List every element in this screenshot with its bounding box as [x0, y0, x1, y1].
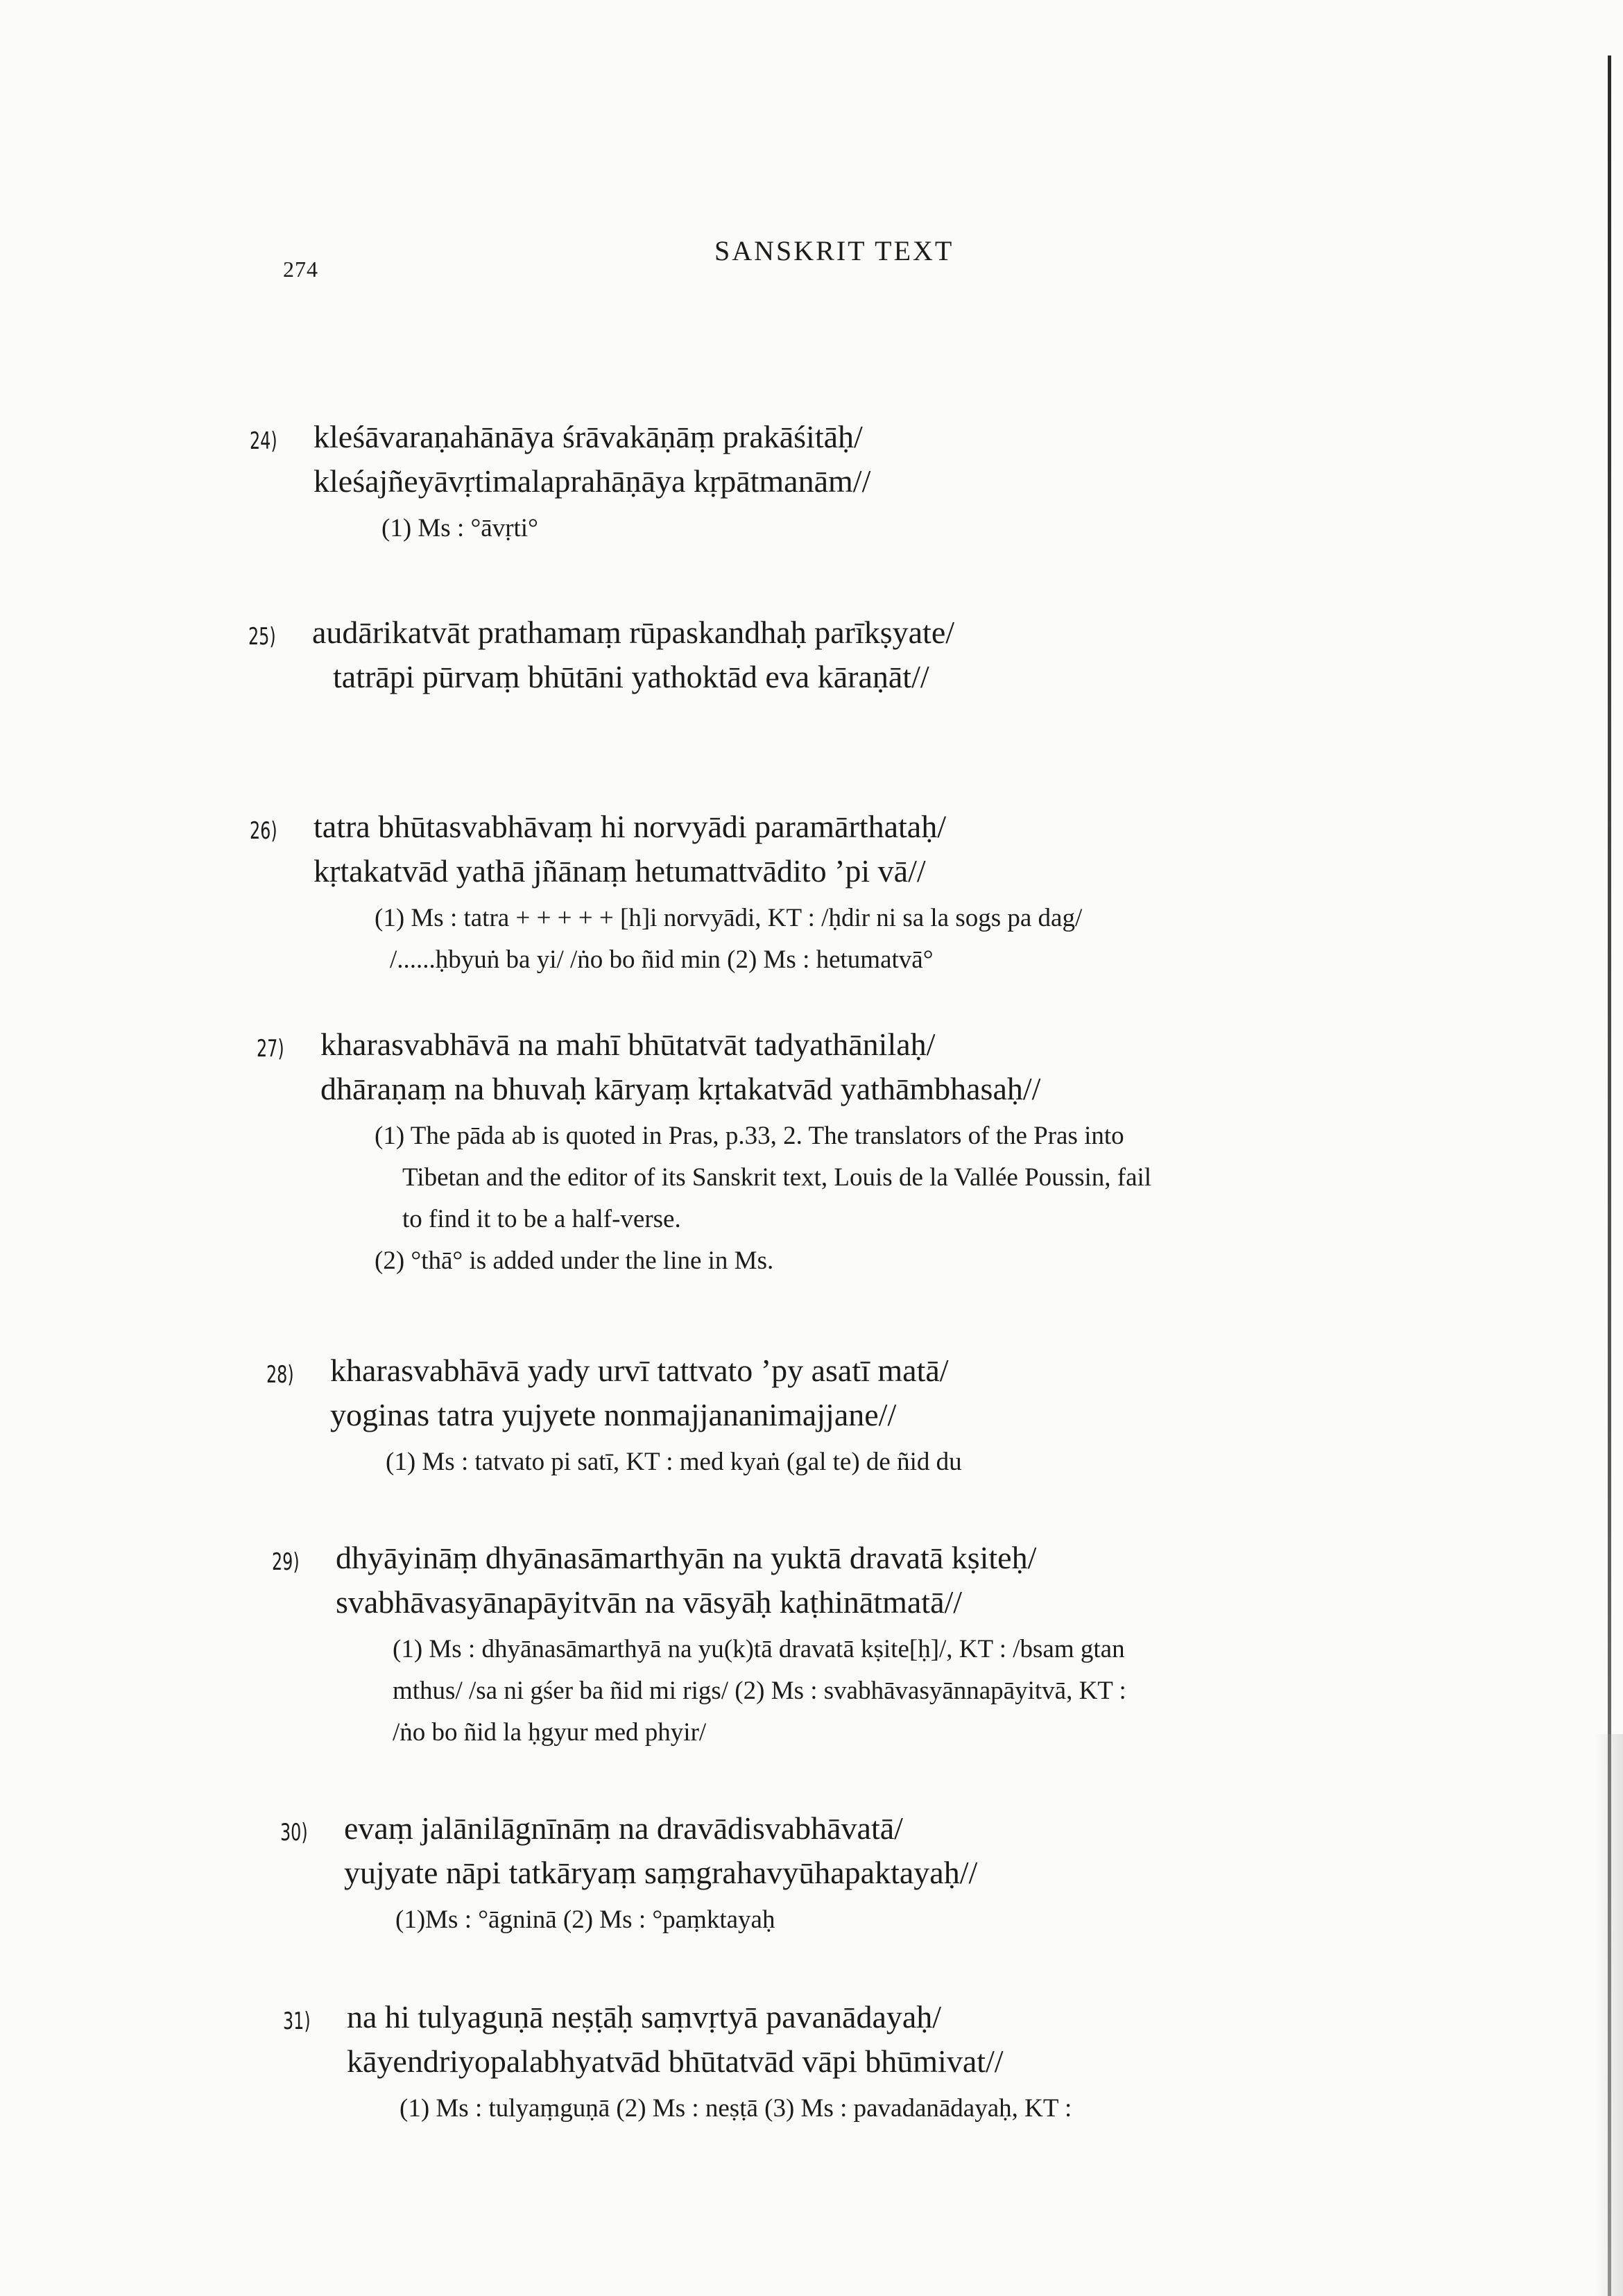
verse-text	[272, 1536, 1126, 1625]
footnote-line: (1) The pāda ab is quoted in Pras, p.33, 2. The translators of the Pras into	[375, 1122, 1124, 1150]
verse-number: 25)	[248, 623, 276, 651]
verse-text	[248, 610, 955, 699]
verse-entry-28	[266, 1348, 962, 1483]
verse-number: 29)	[272, 1548, 300, 1576]
verse-line-2: kleśajñeyāvṛtimalaprahāṇāya kṛpātmanām//	[314, 463, 871, 499]
verse-line-2: yoginas tatra yujyete nonmajjananimajjane//	[330, 1397, 897, 1432]
footnote-line: (1) Ms : tatra + + + + + [h]i norvyādi, KT : /ḥdir ni sa la sogs pa dag/	[375, 904, 1083, 932]
footnote: (1) Ms : °āvṛti°	[381, 514, 538, 542]
verse-number: 30)	[280, 1819, 308, 1847]
verse-entry-29	[272, 1536, 1126, 1754]
footnote-line: mthus/ /sa ni gśer ba ñid mi rigs/ (2) Ms : svabhāvasyānnapāyitvā, KT :	[393, 1677, 1126, 1705]
verse-entry-25	[248, 610, 955, 699]
page-number: 274	[283, 257, 318, 282]
verse-text	[280, 1806, 978, 1895]
verse-line-1: kharasvabhāvā yady urvī tattvato ’py asatī matā/	[330, 1353, 949, 1388]
footnote: (1)Ms : °āgninā (2) Ms : °paṃktayaḥ	[395, 1905, 775, 1934]
verse-line-2: kāyendriyopalabhyatvād bhūtatvād vāpi bhūmivat//	[347, 2044, 1004, 2079]
verse-line-2: yujyate nāpi tatkāryaṃ saṃgrahavyūhapaktayaḥ//	[344, 1855, 978, 1890]
footnote-line: (2) °thā° is added under the line in Ms.	[375, 1246, 774, 1275]
verse-text	[250, 415, 871, 504]
verse-entry-26	[250, 805, 1083, 981]
verse-text	[250, 805, 1082, 893]
footnote	[320, 1115, 1151, 1282]
footnote-line: /ṅo bo ñid la ḥgyur med phyir/	[393, 1718, 707, 1747]
footnote-line: to find it to be a half-verse.	[402, 1205, 681, 1233]
verse-text	[257, 1022, 1151, 1111]
footnote: (1) Ms : tatvato pi satī, KT : med kyaṅ (gal te) de ñid du	[386, 1448, 962, 1476]
footnote-line: /......ḥbyuṅ ba yi/ /ṅo bo ñid min (2) Ms : hetumatvā°	[390, 945, 934, 974]
verse-number: 27)	[257, 1035, 284, 1063]
verse-number: 24)	[250, 427, 277, 455]
footnote	[336, 1629, 1126, 1754]
verse-entry-31	[283, 1995, 1072, 2130]
footnote-line: Tibetan and the editor of its Sanskrit text, Louis de la Vallée Poussin, fail	[402, 1163, 1152, 1192]
verse-number: 31)	[283, 2007, 311, 2035]
verse-line-2: dhāraṇaṃ na bhuvaḥ kāryaṃ kṛtakatvād yathāmbhasaḥ//	[320, 1071, 1041, 1106]
verse-entry-30	[280, 1806, 978, 1941]
footnote-line: (1) Ms : dhyānasāmarthyā na yu(k)tā dravatā kṣite[ḥ]/, KT : /bsam gtan	[393, 1635, 1125, 1663]
footnote	[314, 898, 1082, 981]
running-head: SANSKRIT TEXT	[714, 235, 954, 266]
page-gutter-shade	[1595, 1734, 1623, 2296]
verse-line-1: kharasvabhāvā na mahī bhūtatvāt tadyathānilaḥ/	[320, 1027, 936, 1062]
verse-line-2: tatrāpi pūrvaṃ bhūtāni yathoktād eva kāraṇāt//	[333, 659, 929, 694]
verse-line-1: evaṃ jalānilāgnīnāṃ na dravādisvabhāvatā/	[344, 1810, 903, 1846]
verse-line-2: kṛtakatvād yathā jñānaṃ hetumattvādito ’pi vā//	[314, 853, 926, 889]
verse-line-1: audārikatvāt prathamaṃ rūpaskandhaḥ parīkṣyate/	[312, 615, 955, 650]
verse-line-1: na hi tulyaguṇā neṣṭāḥ saṃvṛtyā pavanādayaḥ/	[347, 1999, 942, 2034]
verse-text	[283, 1995, 1072, 2084]
verse-entry-24	[250, 415, 871, 549]
verse-text	[266, 1348, 962, 1437]
verse-line-2: svabhāvasyānapāyitvān na vāsyāḥ kaṭhinātmatā//	[336, 1584, 963, 1620]
verse-line-1: dhyāyināṃ dhyānasāmarthyān na yuktā dravatā kṣiteḥ/	[336, 1540, 1037, 1575]
verse-entry-27	[257, 1022, 1152, 1282]
verse-number: 26)	[250, 817, 277, 845]
verse-line-1: kleśāvaraṇahānāya śrāvakāṇāṃ prakāśitāḥ/	[314, 419, 863, 454]
verse-line-1: tatra bhūtasvabhāvaṃ hi norvyādi paramārthataḥ/	[314, 809, 946, 844]
verse-number: 28)	[266, 1361, 294, 1389]
footnote: (1) Ms : tulyaṃguṇā (2) Ms : neṣṭā (3) Ms : pavadanādayaḥ, KT :	[400, 2094, 1072, 2123]
